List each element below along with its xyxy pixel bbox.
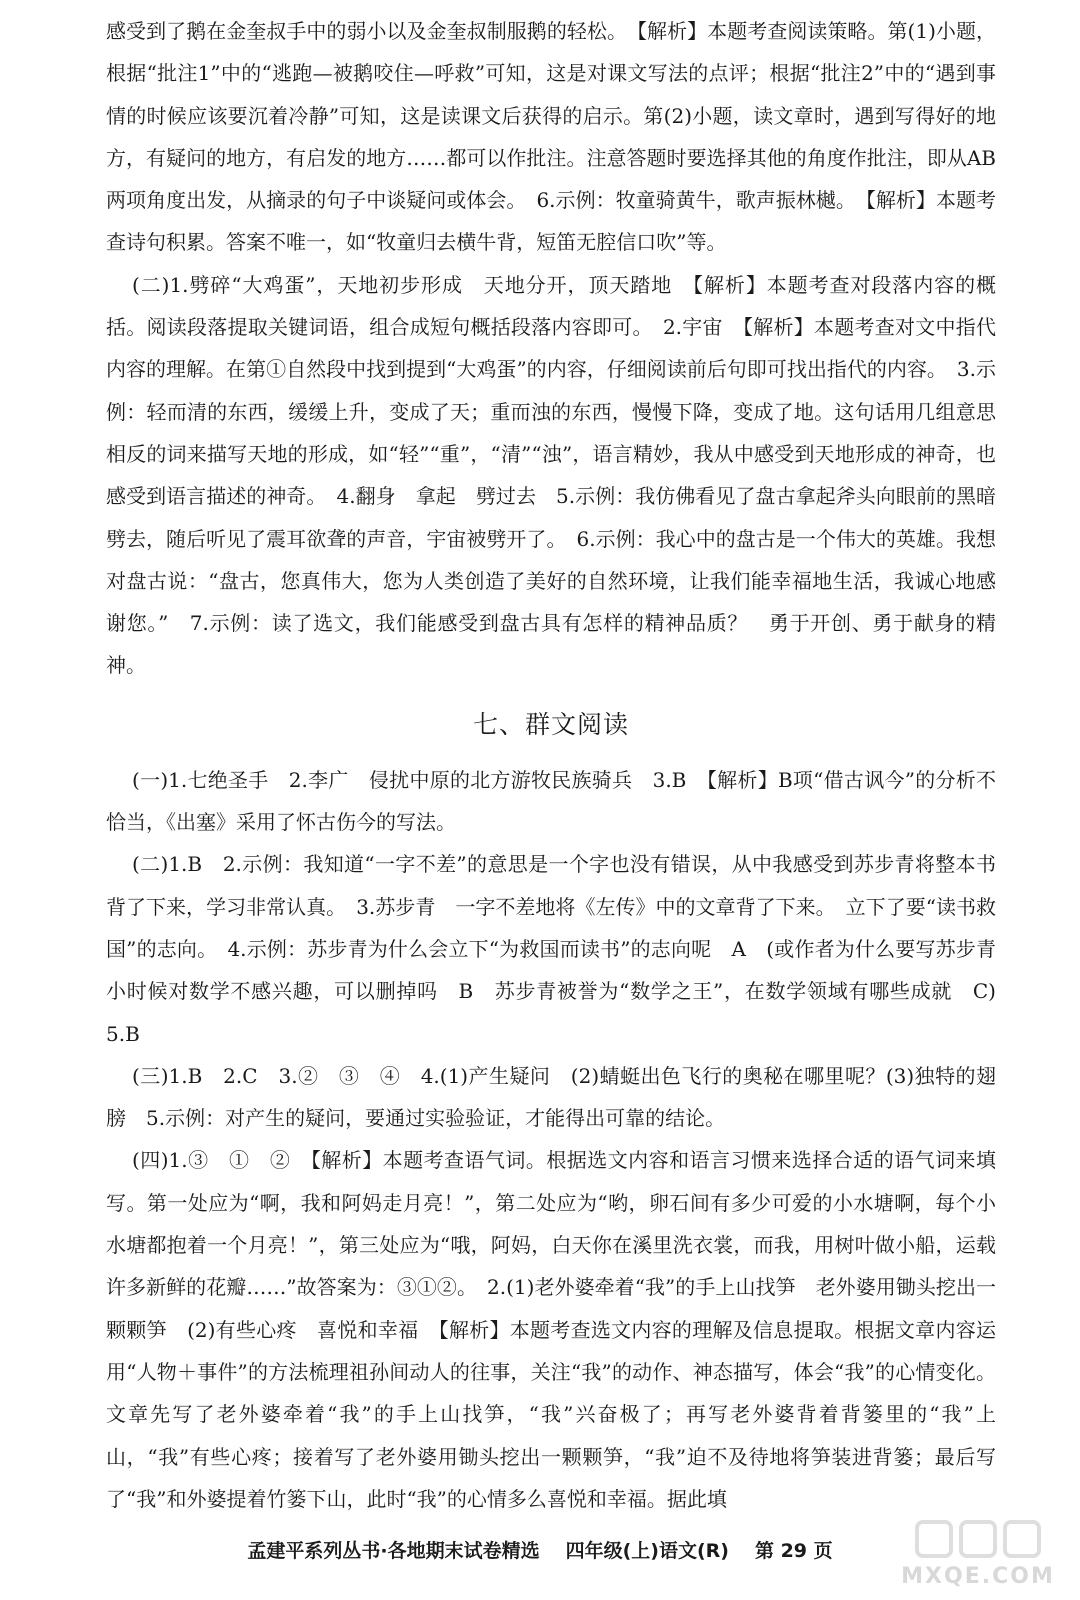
section-title: 七、群文阅读 <box>472 709 629 739</box>
answer-paragraph-6: (四)1.③ ① ② 【解析】本题考查语气词。根据选文内容和语言习惯来选择合适的语气词来填写。第一处应为“啊，我和阿妈走月亮！”，第二处应为“哟，卵石间有多少可爱的小水塘啊，每个小水塘都抱着一个月亮！”，第三处应为“哦，阿妈，白天你在溪里洗衣裳，而我，用树叶做小船，运载许多新鲜的花瓣……”故答案为：③①②。 2.(1)老外婆牵着“我”的手上山找笋 老外婆用锄头挖出一颗颗笋 (2)有些心疼 喜悦和幸福 【解析】本题考查选文内容的理解及信息提取。根据文章内容运用“人物＋事件”的方法梳理祖孙间动人的往事，关注“我”的动作、神态描写，体会“我”的心情变化。文章先写了老外婆牵着“我”的手上山找笋，“我”兴奋极了；再写老外婆背着背篓里的“我”上山，“我”有些心疼；接着写了老外婆用锄头挖出一颗颗笋，“我”迫不及待地将笋装进背篓；最后写了“我”和外婆提着竹篓下山，此时“我”的心情多么喜悦和幸福。据此填 <box>106 1148 996 1511</box>
footer-grade: 四年级(上)语文(R) <box>565 1540 729 1562</box>
footer-page-number: 第 29 页 <box>754 1540 833 1562</box>
footer-series: 孟建平系列丛书·各地期末试卷精选 <box>247 1540 540 1562</box>
answer-paragraph-5: (三)1.B 2.C 3.② ③ ④ 4.(1)产生疑问 (2)蜻蜓出色飞行的奥秘在哪里呢？(3)独特的翅膀 5.示例：对产生的疑问，要通过实验验证，才能得出可靠的结论。 <box>106 1063 996 1131</box>
page-footer <box>0 1537 1080 1565</box>
watermark-text: MXQE.COM <box>901 1564 1055 1589</box>
answer-paragraph-1: 感受到了鹅在金奎叔手中的弱小以及金奎叔制服鹅的轻松。 【解析】本题考查阅读策略。第(1)小题，根据“批注1”中的“逃跑—被鹅咬住—呼救”可知，这是对课文写法的点评；根据“批注2”中的“遇到事情的时候应该要沉着冷静”可知，这是读课文后获得的启示。第(2)小题，读文章时，遇到写得好的地方，有疑问的地方，有启发的地方……都可以作批注。注意答题时要选择其他的角度作批注，即从AB两项角度出发，从摘录的句子中谈疑问或体会。 6.示例：牧童骑黄牛，歌声振林樾。 【解析】本题考查诗句积累。答案不唯一，如“牧童归去横牛背，短笛无腔信口吹”等。 <box>106 19 996 255</box>
answer-paragraph-4: (二)1.B 2.示例：我知道“一字不差”的意思是一个字也没有错误，从中我感受到苏步青将整本书背了下来，学习非常认真。 3.苏步青 一字不差地将《左传》中的文章背了下来。 立下了要“读书救国”的志向。 4.示例：苏步青为什么会立下“为救国而读书”的志向呢 A (或作者为什么要写苏步青小时候对数学不感兴趣，可以删掉吗 B 苏步青被誉为“数学之王”，在数学领域有哪些成就 C) 5.B <box>106 852 1016 1046</box>
answer-paragraph-3: (一)1.七绝圣手 2.李广 侵扰中原的北方游牧民族骑兵 3.B 【解析】B项“借古讽今”的分析不恰当，《出塞》采用了怀古伤今的写法。 <box>106 767 996 835</box>
answer-paragraph-2: (二)1.劈碎“大鸡蛋”，天地初步形成 天地分开，顶天踏地 【解析】本题考查对段落内容的概括。阅读段落提取关键词语，组合成短句概括段落内容即可。 2.宇宙 【解析】本题考查对文中指代内容的理解。在第①自然段中找到提到“大鸡蛋”的内容，仔细阅读前后句即可找出指代的内容。 3.示例：轻而清的东西，缓缓上升，变成了天；重而浊的东西，慢慢下降，变成了地。这句话用几组意思相反的词来描写天地的形成，如“轻”“重”，“清”“浊”，语言精妙，我从中感受到天地形成的神奇，也感受到语言描述的神奇。 4.翻身 拿起 劈过去 5.示例：我仿佛看见了盘古拿起斧头向眼前的黑暗劈去，随后听见了震耳欲聋的声音，宇宙被劈开了。 6.示例：我心中的盘古是一个伟大的英雄。我想对盘古说：“盘古，您真伟大，您为人类创造了美好的自然环境，让我们能幸福地生活，我诚心地感谢您。” 7.示例：读了选文，我们能感受到盘古具有怎样的精神品质？ 勇于开创、勇于献身的精神。 <box>106 272 996 678</box>
